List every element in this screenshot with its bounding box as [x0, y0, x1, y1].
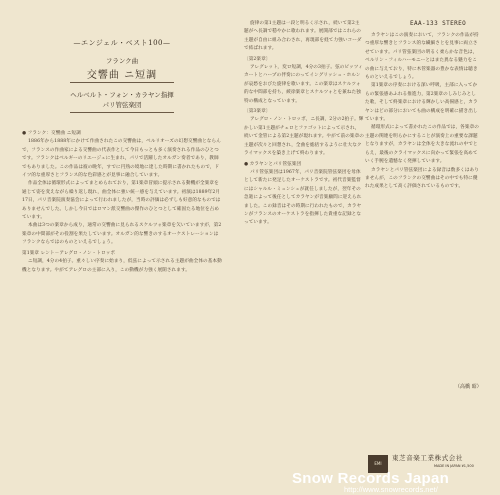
paragraph: アレグレット，変ロ短調，4分の3拍子。弦のピッツィカートとハープの伴奏にのってイングリッシュ・ホルンが哀愁をおびた旋律を歌います。この楽章はスケルツォ的な中間部を持ち，緩徐楽章とスケルツォとを兼ねた独特の構成となっています。: [244, 65, 363, 104]
paragraph: 旋律の第1主題は一段と明るく示され，続いて第2主題がヘ長調で穏やかに歌われます。展開部ではこれらの主題が自由に組み合わされ，再現部を経て力強いコーダで結ばれます。: [244, 21, 362, 52]
section-heading: 第1楽章 レント－アレグロ・ノン・トロッポ: [22, 250, 116, 256]
company-name: 東芝音楽工業株式会社: [392, 454, 463, 462]
section-heading: ● カラヤンとパリ管弦楽団: [244, 161, 302, 167]
paragraph: 作品全体は循環形式によってまとめられており，第1楽章冒頭に提示される動機が全楽章を通じて姿を変えながら繰り返し現れ，曲全体に強い統一感を与えています。初演は1889年2月17日，パリ音楽院演奏協会によって行われましたが，当時の評価は必ずしも好意的なものではありませんでした。しかし今日ではロマン派交響曲の傑作のひとつとして確固たる地位を占めています。: [22, 181, 221, 221]
composer-label: フランク曲: [105, 57, 139, 65]
paragraph: カラヤンはこの演奏において，フランクの作品が持つ重厚な響きとフランス的な繊細さとを見事に両立させています。パリ管弦楽団の明るく柔らかな音色は，ベルリン・フィルハーモニーとはまた異なる魅力をこの曲に与えており，特に木管楽器の豊かな表情は聴きものといえるでしょう。: [365, 33, 479, 81]
paragraph: ニ短調，4分の4拍子。重々しい序奏に始まり，低弦によって示される主題が曲全体の基本動機となります。やがてアレグロの主部に入り，この動機が力強く展開されます。: [22, 259, 222, 273]
right-text-column: [365, 32, 480, 192]
paragraph: アレグロ・ノン・トロッポ，ニ長調，2分の2拍子。輝かしい第1主題がチェロとファゴットによって示され，続いて金管による第2主題が現れます。やがて前の楽章の主題が次々と回想され，全曲を総括するように壮大なクライマックスを築き上げて終わります。: [244, 117, 365, 157]
paragraph: 第1楽章の序奏における深い呼吸，主部に入ってからの緊張感あふれる推進力，第2楽章のしみじみとした歌，そして終楽章における輝かしい高揚感と，カラヤンはどの部分においても曲の構成を明確に描き出しています。: [365, 83, 478, 123]
series-label: —エンジェル・ベスト100—: [73, 39, 171, 47]
paragraph: パリ管弦楽団は1967年，パリ音楽院管弦楽団を母体として新たに発足したオーケストラです。初代音楽監督にはシャルル・ミュンシュが就任しましたが，翌年その急逝によって後任としてカラヤンが音楽顧問に迎えられました。この録音はその時期に行われたもので，カラヤンがフランスのオーケストラを指揮した貴重な記録となっています。: [244, 169, 362, 226]
section-heading: 〔第2楽章〕: [244, 56, 271, 62]
paragraph: カラヤンとパリ管弦楽団による録音は数多くはありませんが，このフランクの交響曲はその中でも特に優れた成果として高く評価されているものです。: [365, 167, 479, 190]
middle-text-column: [244, 20, 364, 228]
paragraph: 本曲は3つの楽章から成り，通常の交響曲に見られるスケルツォ楽章を欠いていますが，第2楽章の中間部がその役割を果たしています。オルガン的な響きのするオーケストレーションはフランクならではのものといえるでしょう。: [22, 223, 222, 246]
divider: [70, 82, 174, 83]
paragraph: 循環形式によって書かれたこの作品では，各楽章の主題の関連を明らかにすることが演奏上の重要な課題となりますが，カラヤンは全体を大きな流れの中でとらえ，最後のクライマックスに向かって緊張を高めていく手腕を遺憾なく発揮しています。: [365, 125, 479, 165]
watermark-url: http://www.snowrecords.net/: [344, 485, 438, 494]
conductor-credit: ヘルベルト・フォン・カラヤン指揮: [70, 91, 174, 99]
section-heading: 〔第3楽章〕: [244, 109, 271, 115]
work-title: 交響曲 ニ短調: [86, 70, 158, 81]
watermark-brand: Snow Records Japan: [292, 470, 450, 487]
section-heading: ● フランク：交響曲 ニ短調: [22, 131, 81, 136]
label-logo: EMI: [368, 455, 388, 473]
made-in-label: MADE IN JAPAN ¥1,500: [434, 464, 474, 468]
author-signature: （高橋 昭）: [455, 384, 482, 390]
left-text-column: [22, 128, 222, 275]
divider: [70, 112, 174, 113]
paragraph: 1886年から1888年にかけて作曲されたこの交響曲は，ベルリオーズの幻想交響曲とならんで，フランスの作曲家による交響曲の代表作として今日もっとも多く演奏される作品のひとつです。フランクはベルギーのリエージュに生まれ，パリで活躍したオルガン奏者であり，教師でもありました。この作品は彼の晩年，すでに円熟の境地に達した時期に書かれたもので，ドイツ的な重厚さとフランス的な色彩感とが見事に融合しています。: [22, 139, 221, 179]
orchestra-credit: パリ管弦楽団: [102, 101, 142, 109]
catalog-number: EAA-133 STEREO: [410, 20, 467, 27]
